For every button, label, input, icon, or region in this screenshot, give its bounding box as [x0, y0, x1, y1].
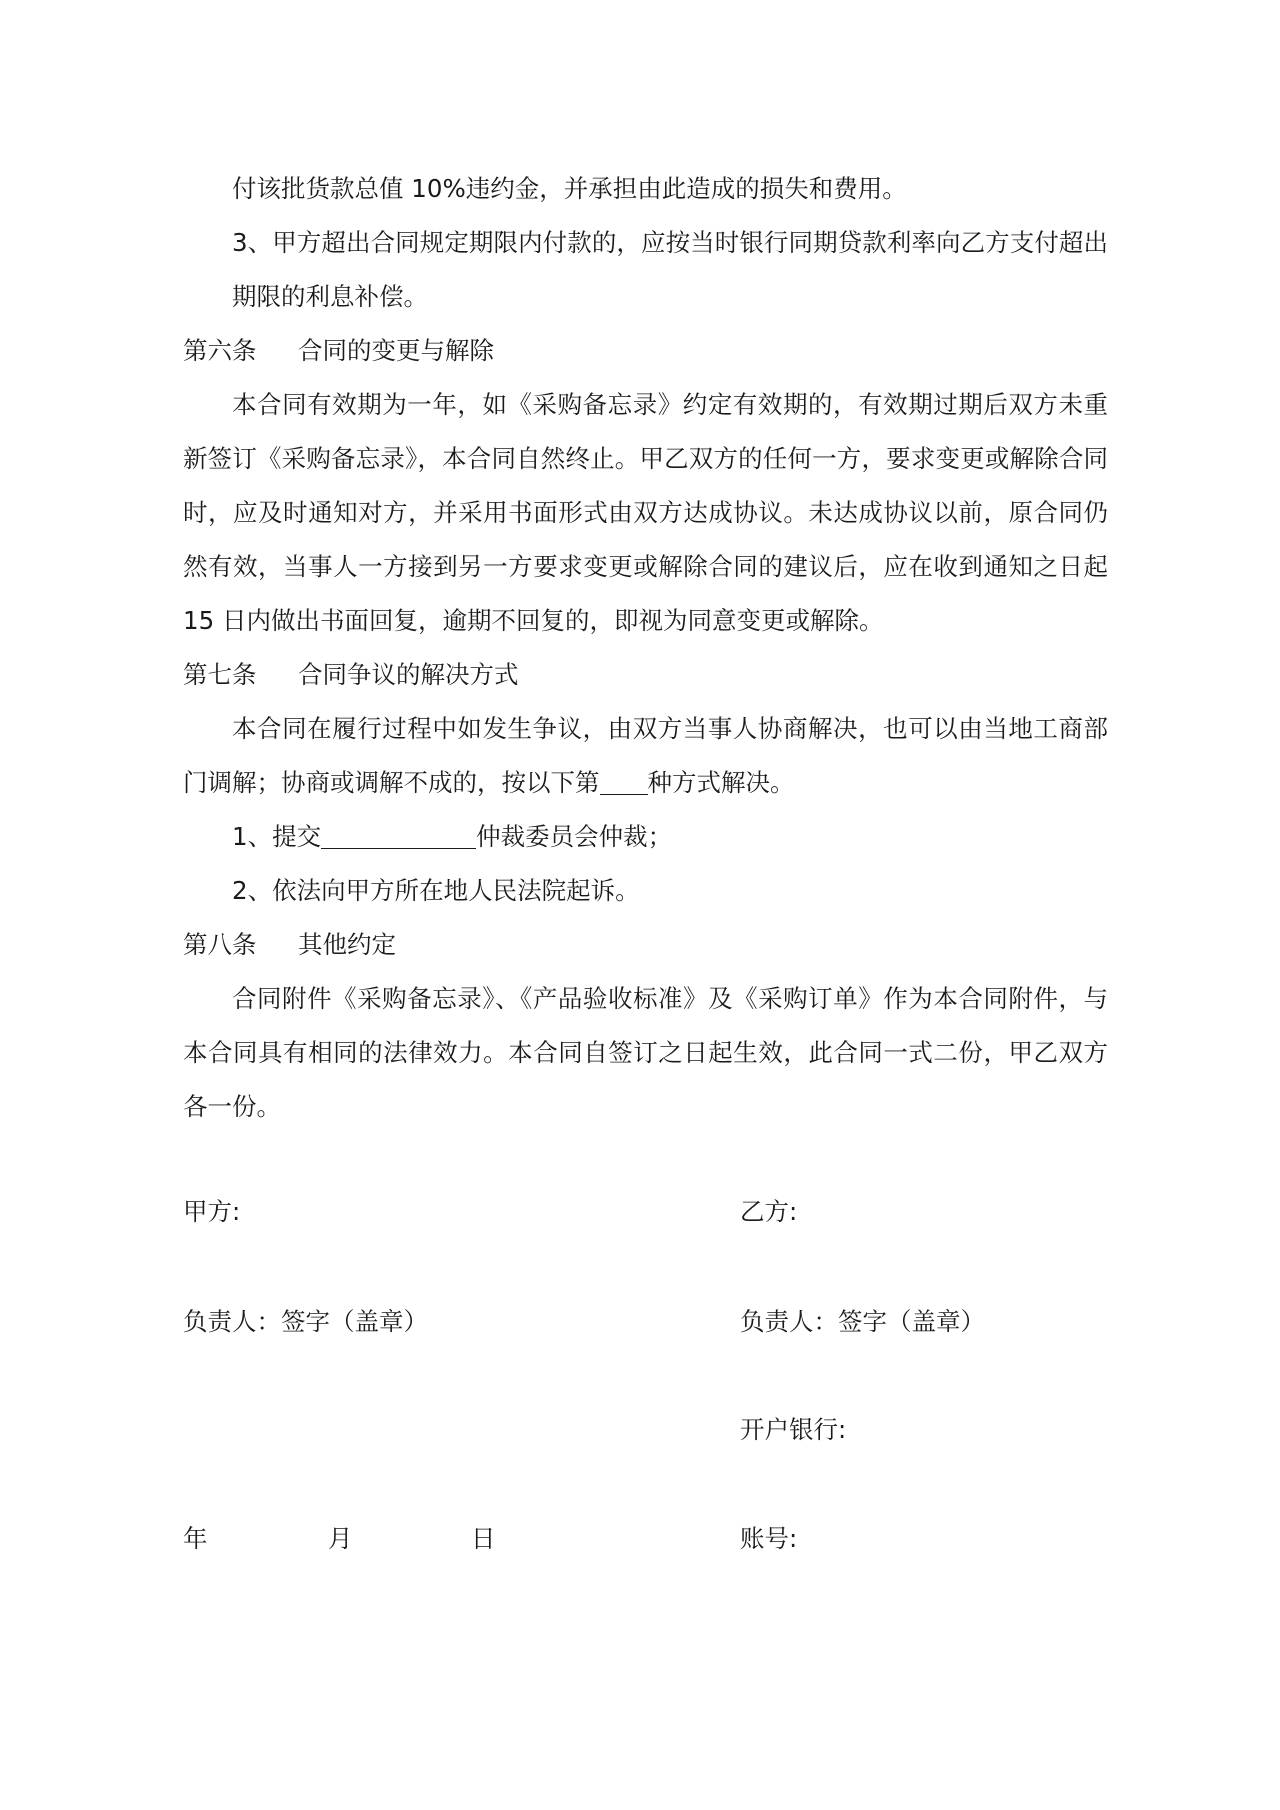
clause7-body [183, 702, 1108, 810]
clause6-heading [183, 324, 1108, 378]
clause6-title: 合同的变更与解除 [298, 336, 494, 365]
clause7-option-2: 2、依法向甲方所在地人民法院起诉。 [232, 876, 640, 905]
party-b-label: 乙方: [740, 1197, 798, 1226]
party-b-representative: 负责人：签字（盖章） [740, 1307, 985, 1336]
clause8-title: 其他约定 [298, 930, 396, 959]
clause7-number: 第七条 [183, 660, 257, 689]
clause5-item-3: 3、甲方超出合同规定期限内付款的，应按当时银行同期贷款利率向乙方支付超出期限的利息补偿。 [232, 228, 1108, 311]
party-a-representative: 负责人：签字（盖章） [183, 1307, 428, 1336]
clause6-number: 第六条 [183, 336, 257, 365]
arbitration-committee-blank[interactable] [321, 822, 476, 849]
option1-suffix: 仲裁委员会仲裁； [476, 822, 673, 851]
date-month: 月 [328, 1524, 353, 1553]
party-a-label: 甲方: [183, 1197, 241, 1226]
clause8-body: 合同附件《采购备忘录》、《产品验收标准》及《采购订单》作为本合同附件，与本合同具有相同的法律效力。本合同自签订之日起生效，此合同一式二份，甲乙双方各一份。 [183, 984, 1108, 1121]
clause7-option-1 [183, 810, 1108, 864]
clause7-heading [183, 648, 1108, 702]
clause6-body: 本合同有效期为一年，如《采购备忘录》约定有效期的，有效期过期后双方未重新签订《采购备忘录》，本合同自然终止。甲乙双方的任何一方，要求变更或解除合同时，应及时通知对方，并采用书面形式由双方达成协议。未达成协议以前，原合同仍然有效，当事人一方接到另一方要求变更或解除合同的建议后，应在收到通知之日起 15 日内做出书面回复，逾期不回复的，即视为同意变更或解除。 [183, 390, 1108, 635]
clause7-body-tail: 种方式解决。 [647, 768, 795, 797]
signing-date [183, 1522, 496, 1556]
method-number-blank[interactable] [600, 768, 648, 795]
date-year: 年 [183, 1524, 208, 1553]
clause7-body-text: 本合同在履行过程中如发生争议，由双方当事人协商解决，也可以由当地工商部门调解；协商或调解不成的，按以下第 [183, 714, 1108, 797]
bank-label: 开户银行: [740, 1415, 847, 1444]
option1-prefix: 1、提交 [232, 822, 322, 851]
clause8-number: 第八条 [183, 930, 257, 959]
penalty-line: 付该批货款总值 10%违约金，并承担由此造成的损失和费用。 [232, 174, 907, 203]
clause8-heading [183, 918, 1108, 972]
clause7-title: 合同争议的解决方式 [298, 660, 519, 689]
contract-body [183, 162, 1108, 1134]
account-label: 账号: [740, 1524, 798, 1553]
date-day: 日 [471, 1524, 496, 1553]
